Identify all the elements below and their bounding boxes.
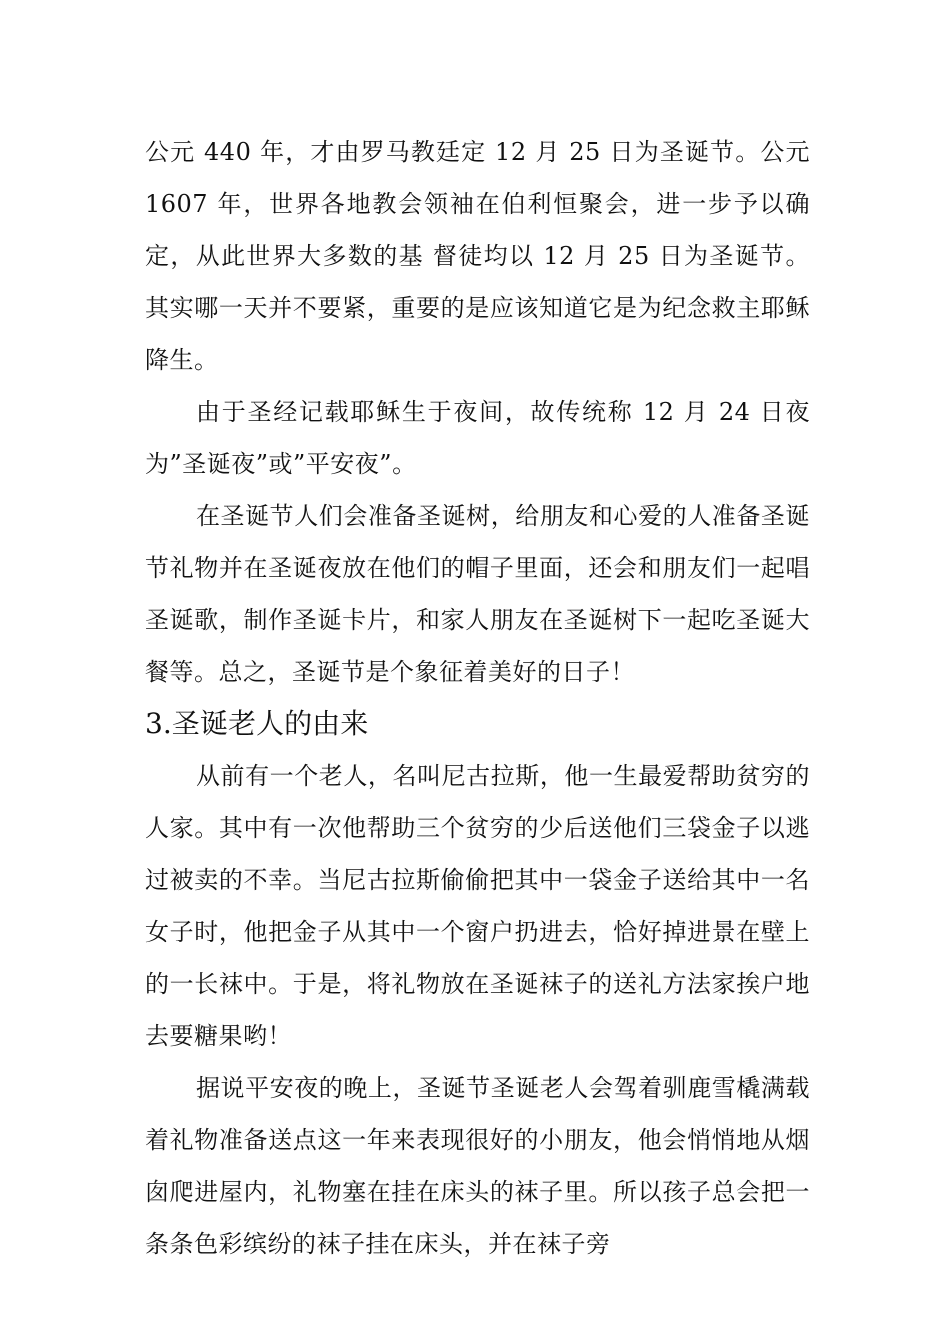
paragraph-origin-date: 公元 440 年，才由罗马教廷定 12 月 25 日为圣诞节。公元 1607 年，世界各地教会领袖在伯利恒聚会，进一步予以确定，从此世界大多数的基 督徒均以 12 月 25 日为圣诞节。其实哪一天并不要紧，重要的是应该知道它是为纪念救主耶稣降生。 xyxy=(145,138,810,374)
paragraph-santa-gifts: 据说平安夜的晚上，圣诞节圣诞老人会驾着驯鹿雪橇满载着礼物准备送点这一年来表现很好的小朋友，他会悄悄地从烟囱爬进屋内，礼物塞在挂在床头的袜子里。所以孩子总会把一条条色彩缤纷的袜子挂在床头，并在袜子旁 xyxy=(145,1074,810,1258)
paragraph-christmas-eve: 由于圣经记载耶稣生于夜间，故传统称 12 月 24 日夜为”圣诞夜”或”平安夜”。 xyxy=(145,398,810,478)
paragraph-christmas-customs: 在圣诞节人们会准备圣诞树，给朋友和心爱的人准备圣诞节礼物并在圣诞夜放在他们的帽子里面，还会和朋友们一起唱圣诞歌，制作圣诞卡片，和家人朋友在圣诞树下一起吃圣诞大餐等。总之，圣诞节是个象征着美好的日子！ xyxy=(145,502,810,686)
paragraph-nicholas-story: 从前有一个老人，名叫尼古拉斯，他一生最爱帮助贫穷的人家。其中有一次他帮助三个贫穷的少后送他们三袋金子以逃过被卖的不幸。当尼古拉斯偷偷把其中一袋金子送给其中一名女子时，他把金子从其中一个窗户扔进去，恰好掉进景在壁上的一长袜中。于是，将礼物放在圣诞袜子的送礼方法家挨户地去要糖果哟！ xyxy=(145,762,810,1050)
document-page xyxy=(145,126,810,1270)
section-heading-santa-origin: 3.圣诞老人的由来 xyxy=(145,707,369,740)
